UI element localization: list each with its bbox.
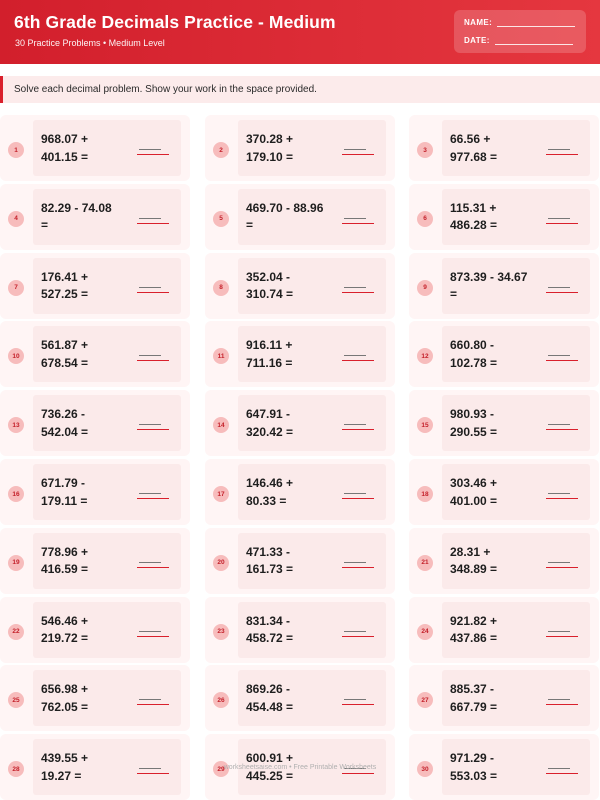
problem-number-badge: 21 <box>417 555 433 571</box>
answer-line <box>342 498 374 499</box>
problem-line-1: 660.80 - <box>450 338 495 353</box>
problem-work-area <box>442 258 590 314</box>
answer-line <box>546 292 578 293</box>
problem-number-badge: 23 <box>213 624 229 640</box>
problem-line-1: 736.26 - <box>41 407 86 422</box>
problem-text <box>246 544 342 579</box>
problem-line-1: 370.28 + <box>246 132 294 146</box>
problem-text <box>41 200 137 235</box>
problem-line-1: 561.87 + <box>41 338 89 353</box>
problem-work-area <box>33 464 181 520</box>
answer-blank-short <box>344 424 366 425</box>
problem-card <box>409 184 599 250</box>
answer-blank-short <box>548 424 570 425</box>
problem-number-badge: 10 <box>8 348 24 364</box>
problem-text <box>246 200 342 235</box>
problem-number-badge: 27 <box>417 692 433 708</box>
problem-text <box>41 337 137 372</box>
problem-card <box>409 459 599 525</box>
answer-blank-short <box>548 149 570 150</box>
problem-card <box>0 321 190 387</box>
problem-work-area <box>33 258 181 314</box>
problem-line-1: 546.46 + <box>41 613 89 628</box>
problem-number-badge: 28 <box>8 761 24 777</box>
problem-line-2: 416.59 = <box>41 562 89 577</box>
problem-card <box>409 665 599 731</box>
problem-line-2: 102.78 = <box>450 355 498 370</box>
date-line <box>495 44 573 45</box>
problem-line-2: 310.74 = <box>246 287 294 302</box>
problem-line-2: 348.89 = <box>450 562 498 577</box>
problem-text <box>450 544 546 579</box>
answer-line <box>342 360 374 361</box>
problem-line-2: 527.25 = <box>41 287 89 302</box>
problem-work-area <box>238 189 386 245</box>
problem-card <box>409 321 599 387</box>
problem-line-2: = <box>450 287 458 302</box>
problem-line-1: 471.33 - <box>246 544 291 559</box>
answer-blank-short <box>548 287 570 288</box>
problem-work-area <box>33 395 181 451</box>
problem-card <box>409 253 599 319</box>
problem-number-badge: 6 <box>417 211 433 227</box>
problem-line-1: 176.41 + <box>41 269 89 284</box>
problem-work-area <box>442 602 590 658</box>
answer-line <box>137 567 169 568</box>
problem-line-1: 873.39 - 34.67 <box>450 269 528 284</box>
answer-line <box>546 704 578 705</box>
problem-work-area <box>33 670 181 726</box>
problem-line-1: 303.46 + <box>450 476 498 490</box>
answer-blank-short <box>344 149 366 150</box>
problem-number-badge: 1 <box>8 142 24 158</box>
problem-line-2: 762.05 = <box>41 699 89 714</box>
page-footer: worksheetsaise.com • Free Printable Worksheets <box>223 764 377 771</box>
problem-line-2: 667.79 = <box>450 699 498 714</box>
problem-number-badge: 20 <box>213 555 229 571</box>
problem-number-badge: 17 <box>213 486 229 502</box>
date-field <box>464 36 573 45</box>
answer-line <box>546 498 578 499</box>
problem-text <box>41 681 137 716</box>
problem-line-1: 921.82 + <box>450 613 498 628</box>
answer-line <box>342 773 374 774</box>
problem-line-1: 656.98 + <box>41 682 89 697</box>
problem-text <box>246 681 342 716</box>
answer-line <box>342 567 374 568</box>
problem-work-area <box>442 533 590 589</box>
problem-line-2: 977.68 = <box>450 149 498 164</box>
problem-line-2: 320.42 = <box>246 424 294 439</box>
problem-number-badge: 15 <box>417 417 433 433</box>
problem-card <box>205 597 395 663</box>
answer-blank-short <box>344 699 366 700</box>
problem-text <box>246 131 342 166</box>
problem-text <box>450 475 546 510</box>
problem-line-1: 885.37 - <box>450 682 495 697</box>
problem-work-area <box>238 602 386 658</box>
problem-number-badge: 18 <box>417 486 433 502</box>
problem-work-area <box>33 533 181 589</box>
problem-line-1: 146.46 + <box>246 476 294 490</box>
answer-line <box>342 636 374 637</box>
problem-text <box>450 681 546 716</box>
problem-line-1: 980.93 - <box>450 407 495 422</box>
problem-text <box>246 406 342 441</box>
problem-text <box>246 269 342 304</box>
answer-blank-short <box>344 493 366 494</box>
problem-number-badge: 22 <box>8 624 24 640</box>
instructions-banner: Solve each decimal problem. Show your work in the space provided. <box>0 76 600 103</box>
problem-work-area <box>442 120 590 176</box>
page-title: 6th Grade Decimals Practice - Medium <box>14 12 336 32</box>
problem-number-badge: 9 <box>417 280 433 296</box>
answer-blank-short <box>344 562 366 563</box>
answer-blank-short <box>139 149 161 150</box>
problem-line-2: 161.73 = <box>246 562 294 577</box>
problem-work-area <box>442 189 590 245</box>
answer-line <box>137 773 169 774</box>
problem-card <box>205 528 395 594</box>
problem-text <box>41 269 137 304</box>
problem-line-2: 401.00 = <box>450 493 498 508</box>
answer-blank-short <box>344 631 366 632</box>
problem-number-badge: 13 <box>8 417 24 433</box>
problem-line-2: 678.54 = <box>41 355 89 370</box>
problem-work-area <box>33 326 181 382</box>
answer-line <box>546 567 578 568</box>
problem-card <box>0 253 190 319</box>
problem-line-1: 647.91 - <box>246 407 291 422</box>
problem-work-area <box>238 326 386 382</box>
problem-card <box>0 597 190 663</box>
problem-card <box>205 321 395 387</box>
problem-line-1: 115.31 + <box>450 200 497 215</box>
problem-text <box>450 131 546 166</box>
problem-text <box>246 475 342 510</box>
problem-number-badge: 3 <box>417 142 433 158</box>
answer-blank-short <box>139 287 161 288</box>
problem-card <box>409 390 599 456</box>
name-line <box>497 26 575 27</box>
problem-line-2: = <box>246 218 254 233</box>
problem-work-area <box>238 533 386 589</box>
answer-blank-short <box>548 355 570 356</box>
answer-blank-short <box>344 355 366 356</box>
problem-card <box>205 459 395 525</box>
problem-card <box>409 115 599 181</box>
answer-line <box>342 223 374 224</box>
problem-card <box>205 390 395 456</box>
problem-line-2: 445.25 = <box>246 768 294 783</box>
problem-card <box>0 459 190 525</box>
problem-work-area <box>442 670 590 726</box>
problem-line-1: 831.34 - <box>246 613 291 628</box>
problem-number-badge: 30 <box>417 761 433 777</box>
problem-number-badge: 26 <box>213 692 229 708</box>
problem-work-area <box>33 602 181 658</box>
problem-line-1: 869.26 - <box>246 682 291 697</box>
answer-line <box>546 154 578 155</box>
answer-line <box>137 292 169 293</box>
problem-card <box>0 184 190 250</box>
name-date-box <box>454 10 586 53</box>
problem-line-2: 454.48 = <box>246 699 294 714</box>
answer-line <box>137 498 169 499</box>
problem-card <box>0 528 190 594</box>
problem-work-area <box>33 120 181 176</box>
problem-line-1: 66.56 + <box>450 132 491 146</box>
problem-line-2: 458.72 = <box>246 631 294 646</box>
problem-text <box>41 613 137 648</box>
problem-line-1: 968.07 + <box>41 132 89 146</box>
answer-blank-short <box>139 699 161 700</box>
answer-line <box>137 704 169 705</box>
problem-card <box>409 597 599 663</box>
problem-line-1: 671.79 - <box>41 476 86 490</box>
problem-text <box>450 613 546 648</box>
answer-line <box>342 704 374 705</box>
problem-work-area <box>238 670 386 726</box>
answer-blank-short <box>139 493 161 494</box>
problem-line-2: 179.11 = <box>41 493 88 508</box>
problem-text <box>450 269 546 304</box>
problem-card <box>205 115 395 181</box>
answer-line <box>342 154 374 155</box>
problem-line-1: 916.11 + <box>246 338 293 353</box>
problem-line-2: 711.16 = <box>246 355 293 370</box>
problem-text <box>450 406 546 441</box>
problem-line-2: 437.86 = <box>450 631 498 646</box>
problem-number-badge: 24 <box>417 624 433 640</box>
problem-number-badge: 8 <box>213 280 229 296</box>
problem-work-area <box>238 120 386 176</box>
problem-number-badge: 14 <box>213 417 229 433</box>
problem-line-1: 82.29 - 74.08 <box>41 200 112 215</box>
answer-blank-short <box>344 218 366 219</box>
problem-number-badge: 19 <box>8 555 24 571</box>
answer-line <box>137 429 169 430</box>
problem-line-1: 352.04 - <box>246 269 291 284</box>
date-label: DATE: <box>464 36 490 45</box>
problem-line-1: 439.55 + <box>41 751 89 766</box>
answer-blank-short <box>548 562 570 563</box>
answer-blank-short <box>548 631 570 632</box>
answer-line <box>546 223 578 224</box>
problem-card <box>0 115 190 181</box>
problem-card <box>0 665 190 731</box>
problem-line-2: 401.15 = <box>41 149 89 164</box>
problem-work-area <box>33 189 181 245</box>
answer-blank-short <box>548 699 570 700</box>
problem-line-1: 778.96 + <box>41 544 89 559</box>
problem-text <box>41 544 137 579</box>
answer-blank-short <box>548 218 570 219</box>
problem-number-badge: 4 <box>8 211 24 227</box>
answer-blank-short <box>139 424 161 425</box>
problem-card <box>0 390 190 456</box>
answer-blank-short <box>548 493 570 494</box>
problem-work-area <box>238 395 386 451</box>
problem-line-2: 80.33 = <box>246 493 287 508</box>
answer-line <box>137 223 169 224</box>
problem-card <box>409 528 599 594</box>
answer-line <box>546 360 578 361</box>
problem-line-2: 290.55 = <box>450 424 498 439</box>
problem-work-area <box>442 464 590 520</box>
problem-line-1: 28.31 + <box>450 544 491 559</box>
problem-card <box>205 184 395 250</box>
problem-text <box>41 131 137 166</box>
problem-number-badge: 12 <box>417 348 433 364</box>
problem-card <box>205 253 395 319</box>
problem-line-1: 600.91 + <box>246 751 294 766</box>
problem-work-area <box>442 326 590 382</box>
problem-line-2: = <box>41 218 49 233</box>
problem-work-area <box>238 464 386 520</box>
page-subtitle: 30 Practice Problems • Medium Level <box>15 38 165 48</box>
answer-blank-short <box>139 631 161 632</box>
problem-line-1: 971.29 - <box>450 751 495 766</box>
problem-number-badge: 16 <box>8 486 24 502</box>
answer-line <box>342 292 374 293</box>
problem-number-badge: 7 <box>8 280 24 296</box>
answer-line <box>137 154 169 155</box>
problem-text <box>450 337 546 372</box>
answer-line <box>137 360 169 361</box>
problem-number-badge: 2 <box>213 142 229 158</box>
worksheet-header <box>0 0 600 64</box>
problem-text <box>246 337 342 372</box>
problem-text <box>41 475 137 510</box>
answer-blank-short <box>139 355 161 356</box>
problem-line-2: 179.10 = <box>246 149 294 164</box>
problem-work-area <box>442 395 590 451</box>
name-label: NAME: <box>464 18 493 27</box>
problem-line-1: 469.70 - 88.96 <box>246 200 324 215</box>
answer-blank-short <box>139 218 161 219</box>
answer-line <box>342 429 374 430</box>
problem-number-badge: 5 <box>213 211 229 227</box>
problem-line-2: 19.27 = <box>41 768 82 783</box>
problem-line-2: 542.04 = <box>41 424 89 439</box>
answer-line <box>546 773 578 774</box>
problem-text <box>246 613 342 648</box>
answer-line <box>546 429 578 430</box>
answer-blank-short <box>139 562 161 563</box>
answer-line <box>546 636 578 637</box>
answer-blank-short <box>344 287 366 288</box>
problem-card <box>205 665 395 731</box>
problem-text <box>41 406 137 441</box>
problem-number-badge: 25 <box>8 692 24 708</box>
name-field <box>464 18 575 27</box>
problem-number-badge: 29 <box>213 761 229 777</box>
problem-number-badge: 11 <box>213 348 229 364</box>
problem-work-area <box>238 258 386 314</box>
problem-text <box>450 200 546 235</box>
problem-line-2: 553.03 = <box>450 768 498 783</box>
problem-line-2: 219.72 = <box>41 631 89 646</box>
answer-line <box>137 636 169 637</box>
problem-line-2: 486.28 = <box>450 218 498 233</box>
